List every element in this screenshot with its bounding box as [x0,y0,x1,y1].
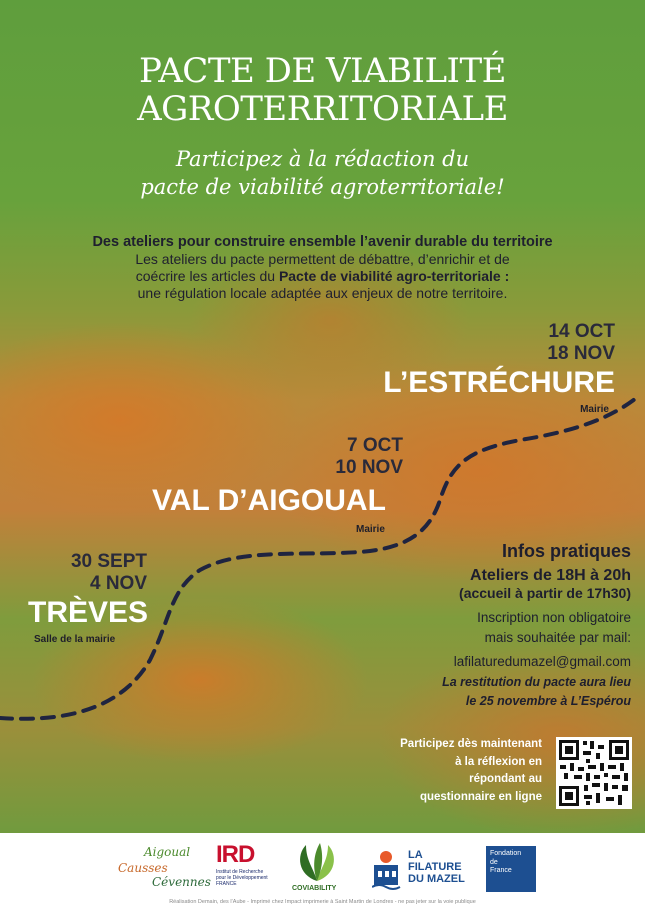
cta-line-4: questionnaire en ligne [419,790,542,803]
filature-logo-line-2: FILATURE [408,861,462,873]
intro-line-1: Les ateliers du pacte permettent de débattre, d’enrichir et de [135,251,510,267]
estrechure-dates [547,321,615,365]
ird-logo-line-2: pour le Développement [216,875,268,881]
valdaigoual-date-1: 7 OCT [347,435,403,456]
causses-cevennes-logo [118,841,211,895]
estrechure-date-1: 14 OCT [548,321,615,342]
filature-logo-line-1: LA [408,849,423,861]
intro-line-2 [0,268,645,285]
questionnaire-cta [356,736,542,806]
valdaigoual-date-2: 10 NOV [335,457,403,478]
treves-name: TRÈVES [28,596,149,629]
treves-date-1: 30 SEPT [70,551,147,572]
intro-line-2b: Pacte de viabilité agro-territoriale : [278,268,510,284]
estrechure-venue: Mairie [580,404,609,415]
treves-dates [71,551,147,595]
ird-logo [214,841,274,897]
infos-registration-line-2: mais souhaitée par mail: [484,630,631,645]
infos-restitution-line-2: le 25 novembre à L’Espérou [465,694,631,708]
subtitle-line-1: Participez à la rédaction du [175,147,470,171]
poster-title [0,52,645,128]
infos-hours: Ateliers de 18H à 20h [470,567,631,584]
estrechure-name: L’ESTRÉCHURE [383,366,615,399]
coviability-logo-text: COVIABILITY [292,885,337,892]
cta-line-3: répondant au [469,773,542,785]
infos-email[interactable]: lafilaturedumazel@gmail.com [453,654,631,669]
poster-subtitle [0,145,645,201]
treves-date-2: 4 NOV [89,573,147,594]
infos-restitution [371,673,631,711]
intro-line-3: une régulation locale adaptée aux enjeux de notre territoire. [137,285,508,301]
cta-line-2: à la réflexion en [455,755,542,768]
infos-pratiques [371,540,631,711]
infos-registration [371,608,631,648]
fondation-logo-line-1: Fondation [490,850,522,857]
intro-text [0,234,645,302]
partner-logos-footer [0,833,645,910]
ird-logo-line-1: Institut de Recherche [216,869,264,875]
causses-logo-aigoual: Aigoual [144,845,191,859]
causses-logo-causses: Causses [118,861,168,875]
fondation-logo-line-2: de [490,858,498,866]
infos-welcome: (accueil à partir de 17h30) [459,585,631,601]
qr-code-icon [556,737,632,809]
estrechure-date-2: 18 NOV [547,343,615,364]
filature-logo-text [408,849,465,885]
qr-code[interactable] [556,737,632,809]
coviability-leaf-icon [294,841,340,883]
valdaigoual-dates [335,435,403,479]
intro-lead: Des ateliers pour construire ensemble l’avenir durable du territoire [92,234,553,250]
filature-du-mazel-logo [372,841,472,897]
title-line-2: AGROTERRITORIALE [137,89,508,129]
infos-heading: Infos pratiques [501,541,631,561]
coviability-logo [286,841,352,897]
subtitle-line-2: pacte de viabilité agroterritoriale! [140,175,505,199]
treves-venue: Salle de la mairie [34,634,116,645]
filature-building-icon [372,849,402,891]
print-credit: Réalisation Demain, des l’Aube - Imprimé chez Impact imprimerie à Saint Martin de Londres - ne pas jeter sur la voie publique [169,899,476,905]
valdaigoual-name: VAL D’AIGOUAL [152,484,386,517]
infos-registration-line-1: Inscription non obligatoire [477,610,631,625]
fondation-logo-line-3: France [490,867,512,874]
fondation-logo-text [490,850,521,876]
title-line-1: PACTE DE VIABILITÉ [139,51,506,91]
ird-logo-line-3: FRANCE [216,881,237,887]
intro-line-2a: coécrire les articles du [135,268,279,284]
filature-logo-line-3: DU MAZEL [408,873,465,885]
fondation-de-france-logo [486,846,536,892]
valdaigoual-venue: Mairie [356,524,385,535]
causses-logo-cevennes: Cévennes [152,875,211,889]
infos-restitution-line-1: La restitution du pacte aura lieu [442,675,631,689]
ird-logo-text [216,869,268,887]
cta-line-1: Participez dès maintenant [400,738,542,750]
ird-logo-mark: IRD [216,841,255,868]
